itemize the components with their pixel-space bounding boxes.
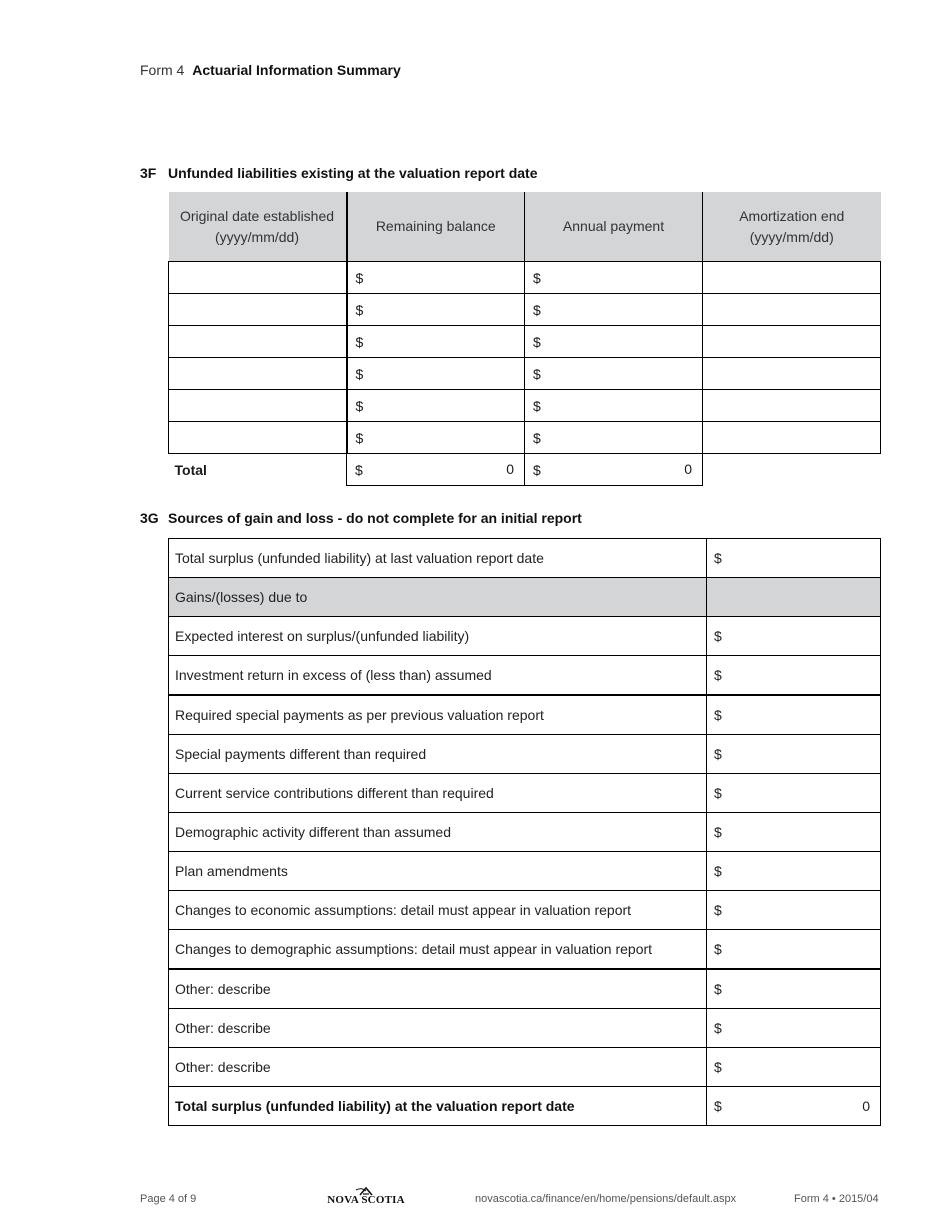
currency-sign: $ [533,269,541,286]
total-row-label: Total surplus (unfunded liability) at the valuation report date [169,1087,707,1126]
table-row [169,294,881,326]
amount-field[interactable] [707,774,881,813]
currency-sign: $ [714,1059,722,1075]
row-label: Investment return in excess of (less than) assumed [169,656,707,696]
section-3g-number: 3G [140,510,159,526]
footer-page-number: Page 4 of 9 [140,1193,197,1205]
currency-sign: $ [355,269,364,286]
table-row [169,695,881,735]
table-row [169,930,881,970]
currency-sign: $ [533,397,541,414]
currency-sign: $ [714,746,722,762]
total-amount-field[interactable] [707,1087,881,1126]
row-label: Changes to economic assumptions: detail must appear in valuation report [169,891,707,930]
section-3f-title [140,165,538,181]
original-date-field[interactable] [169,294,347,326]
section-3f-number: 3F [140,165,157,181]
annual-payment-field[interactable] [525,326,703,358]
section-3g-heading: Sources of gain and loss - do not complete for an initial report [168,510,582,526]
currency-sign: $ [533,301,541,318]
amount-field[interactable] [707,969,881,1009]
amount-field[interactable] [707,1009,881,1048]
amortization-end-field[interactable] [703,390,881,422]
table-row [169,539,881,578]
footer-url[interactable]: novascotia.ca/finance/en/home/pensions/default.aspx [475,1193,737,1205]
row-label: Demographic activity different than assumed [169,813,707,852]
original-date-field[interactable] [169,422,347,454]
table-row [169,1048,881,1087]
row-label: Expected interest on surplus/(unfunded liability) [169,617,707,656]
unfunded-liabilities-table [168,192,881,486]
table-row [169,735,881,774]
row-label: Required special payments as per previous valuation report [169,695,707,735]
col-annual-payment: Annual payment [525,192,703,262]
currency-sign: $ [355,461,363,478]
currency-sign: $ [355,365,364,382]
empty-cell [703,454,881,486]
currency-sign: $ [714,785,722,801]
original-date-field[interactable] [169,326,347,358]
annual-payment-field[interactable] [525,294,703,326]
currency-sign: $ [714,667,722,683]
footer-bullet: • [831,1193,836,1205]
amount-field[interactable] [707,891,881,930]
footer-form-version [794,1193,879,1205]
table-row [169,326,881,358]
row-label: Other: describe [169,1009,707,1048]
table-row [169,852,881,891]
amount-field[interactable] [707,695,881,735]
table-row [169,262,881,294]
table-row [169,774,881,813]
total-remaining-balance-field[interactable] [347,454,525,486]
row-label: Total surplus (unfunded liability) at last valuation report date [169,539,707,578]
table-row [169,578,881,617]
remaining-balance-field[interactable] [347,326,525,358]
row-label: Other: describe [169,1048,707,1087]
remaining-balance-field[interactable] [347,358,525,390]
table-row [169,617,881,656]
table-row [169,390,881,422]
currency-sign: $ [533,429,541,446]
amount-field[interactable] [707,656,881,696]
remaining-balance-field[interactable] [347,294,525,326]
currency-sign: $ [533,333,541,350]
row-label: Changes to demographic assumptions: detail must appear in valuation report [169,930,707,970]
currency-sign: $ [533,365,541,382]
currency-sign: $ [714,707,722,723]
currency-sign: $ [714,628,722,644]
currency-sign: $ [355,429,364,446]
table-row [169,813,881,852]
amount-field[interactable] [707,1048,881,1087]
currency-sign: $ [714,550,722,566]
amortization-end-field[interactable] [703,358,881,390]
annual-payment-field[interactable] [525,358,703,390]
original-date-field[interactable] [169,262,347,294]
amount-field[interactable] [707,813,881,852]
empty-cell [707,578,881,617]
currency-sign: $ [355,397,364,414]
gain-loss-table [168,538,881,1126]
currency-sign: $ [355,301,364,318]
remaining-balance-field[interactable] [347,262,525,294]
row-label: Special payments different than required [169,735,707,774]
row-label: Other: describe [169,969,707,1009]
annual-payment-field[interactable] [525,422,703,454]
amortization-end-field[interactable] [703,422,881,454]
currency-sign: $ [714,1020,722,1036]
total-amount-value: 0 [862,1098,870,1114]
amortization-end-field[interactable] [703,326,881,358]
table-row [169,1009,881,1048]
row-label: Plan amendments [169,852,707,891]
form-title: Actuarial Information Summary [192,62,401,78]
currency-sign: $ [355,333,364,350]
amortization-end-field[interactable] [703,262,881,294]
original-date-field[interactable] [169,358,347,390]
amortization-end-field[interactable] [703,294,881,326]
logo-text: NOVA SCOTIA [327,1194,405,1206]
col-amortization-end: Amortization end (yyyy/mm/dd) [703,192,881,262]
original-date-field[interactable] [169,390,347,422]
currency-sign: $ [714,863,722,879]
amount-field[interactable] [707,735,881,774]
total-remaining-balance-value: 0 [506,461,514,477]
footer-form: Form 4 [794,1193,829,1205]
currency-sign: $ [714,902,722,918]
currency-sign: $ [714,1098,722,1114]
table-row [169,891,881,930]
annual-payment-field[interactable] [525,262,703,294]
amount-field[interactable] [707,617,881,656]
amount-field[interactable] [707,539,881,578]
page-header [140,62,401,78]
table-row [169,969,881,1009]
total-annual-payment-value: 0 [684,461,692,477]
footer-version: 2015/04 [838,1193,879,1205]
remaining-balance-field[interactable] [347,422,525,454]
section-3f-heading: Unfunded liabilities existing at the valuation report date [168,165,538,181]
form-label: Form 4 [140,62,185,78]
amount-field[interactable] [707,930,881,970]
section-3g-title [140,510,582,526]
table-row [169,358,881,390]
col-remaining-balance: Remaining balance [347,192,525,262]
table-row [169,1087,881,1126]
currency-sign: $ [714,941,722,957]
remaining-balance-field[interactable] [347,390,525,422]
table-row [169,422,881,454]
total-label: Total [174,461,207,478]
total-row [169,454,881,486]
currency-sign: $ [714,824,722,840]
col-original-date: Original date established (yyyy/mm/dd) [169,192,347,262]
currency-sign: $ [714,981,722,997]
amount-field[interactable] [707,852,881,891]
gains-losses-heading: Gains/(losses) due to [169,578,707,617]
table-row [169,656,881,696]
nova-scotia-logo [326,1186,406,1208]
row-label: Current service contributions different than required [169,774,707,813]
total-annual-payment-field[interactable] [525,454,703,486]
currency-sign: $ [533,461,541,478]
annual-payment-field[interactable] [525,390,703,422]
